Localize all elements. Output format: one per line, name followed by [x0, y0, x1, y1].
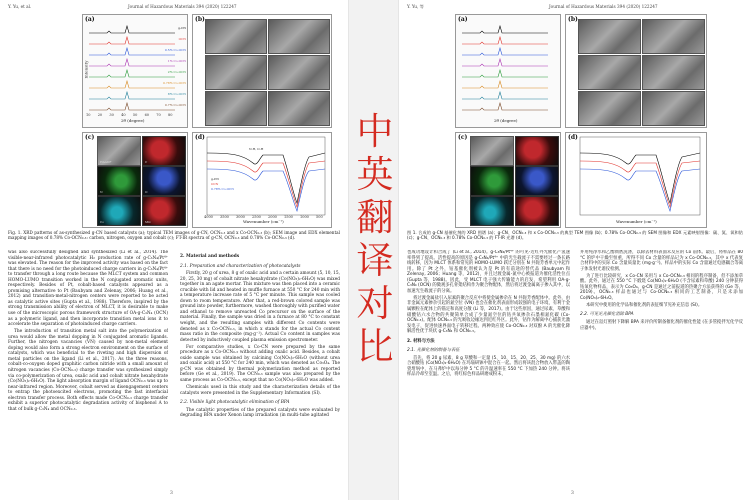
title-char: 英 — [356, 153, 394, 196]
xrd-trace — [462, 102, 548, 112]
right-column — [180, 250, 340, 482]
axis-tick-label: 30 — [109, 113, 114, 117]
paragraph: For comparative studies, x Co-CN were prepared by the same procedure as x Co-OCN₀.₃ without adding oxalic acid. Besides, a cobalt oxide sample was obtained by calcining Co(NO₃)₂·6H₂O (without urea and oxalic acid) at 550 °C for 240 min, which was denoted as Co₃O₄. The g-CN was obtained by thermal polymerization method as reported before (Ge et al., 2019). The OCN₀.₃ sample was also prepared by the same process as Co-OCN₀.₃, except that no Co(NO₃)₂·6H₂O was added. — [180, 344, 340, 383]
axis-tick-label: 80 — [168, 113, 173, 117]
section-heading: 2. 材料与方法 — [407, 338, 435, 344]
xrd-trace-label: g-CN — [178, 26, 186, 30]
axis-tick-label: 2500 — [252, 215, 261, 219]
running-header-author: Y. Yu, 等 — [407, 4, 424, 9]
english-page — [0, 0, 349, 500]
running-header-journal: Journal of Hazardous Materials 394 (2020) 122247 — [549, 4, 658, 9]
paragraph: 也成功地设计和合成了 (Li et al., 2014)。g-C₃N₄/Pt⁴⁺ 的可见-近红外光催化产氢速率得到了提高。活性提高的原因是 g-C₃N₄/Pt⁴⁺ 中的光生载流子不需要经过一条长路线转移，因为 MLCT 体系和常见的 HOMO-LUMO 跃迁分别在 N 共轭芳香单元中起作用。除了 Pt 之外，钴基催化剂被认为是 Pt 的有前途的替代品 (Baubyam 和 Zelenay, 2006；Huang 等，2012)，并且过渡金属-氮中心被报道为催化活性位点 (Gupta 等，1988)。因此，受 MLCT 电子强大传输能力的启发，希望利用 OA-g-C₃N₄ (OCN) 的微观多孔骨架结构作为聚合物配体，然后将过渡金属离子掺入其中，以加速光生载流子的分离。 — [407, 250, 570, 294]
ftir-legend-2: OCN — [211, 182, 219, 186]
xrd-panel — [82, 14, 188, 128]
xrd-trace — [462, 91, 548, 101]
axis-tick-label: 2000 — [268, 215, 277, 219]
axis-tick-label: 40 — [121, 113, 126, 117]
tem-panel — [192, 14, 332, 128]
tem-image-4 — [642, 55, 705, 90]
axis-tick-label: 1000 — [300, 215, 309, 219]
axis-tick-label: 500 — [316, 215, 323, 219]
axis-tick-label: 1500 — [284, 215, 293, 219]
edx-tile-cobalt: Co — [97, 196, 141, 226]
subsection-heading: 2.2. Visible light photocatalytic elimination of BPA — [180, 400, 290, 406]
page-number: 3 — [170, 491, 173, 496]
paragraph: 为了进行比较研究，x Co-CN 采用与 x Co-OCN₀.₃ 相同的程序制备，但不添加草酸。此外，通过在 550 °C 下煅烧 Co(NO₃)₂·6H₂O (不含尿素和草酸) 240 分钟获得钴氧化物样品，表示为 Co₃O₄。g-CN 是通过之前报道的热聚合方法获得的 (Ge 等，2019)。OCN₀.₃ 样品也通过与 Co-OCN₀.₃ 相同的工艺制备，只是未添加 Co(NO₃)₂·6H₂O。 — [580, 273, 743, 301]
xrd-trace-label: 1% Co-OCN — [167, 59, 186, 63]
xrd-trace — [89, 25, 175, 35]
tem-image-5 — [578, 91, 641, 126]
running-header-journal: Journal of Hazardous Materials 394 (2020) 122247 — [128, 4, 237, 9]
running-header-author: Y. Yu, et al. — [8, 4, 32, 9]
tem-image-1 — [578, 19, 641, 54]
edx-tile-haadf: HAADF — [97, 136, 141, 166]
tem-image-5 — [205, 91, 267, 126]
axis-tick-label: 20 — [97, 113, 103, 117]
xrd-trace — [462, 69, 548, 79]
paragraph: 并用纯净水和乙醇彻底洗涤，以除去材料表面未反应的 Co 前体。最后，将样品在 80 °C 的炉中干燥至恒重，所得不同 Co 含量的样品记为 x Co-OCN₀.₃，其中 x 代表复合材料中的实际 Co 含量质量比 (mg·g⁻¹)。样品中的实际 Co 含量通过电感耦合等离子体发射光谱仪检测。 — [580, 250, 743, 272]
subsection-heading: 2.1. Preparation and characterization of photocatalysts — [180, 263, 301, 269]
panel-label-c: (c) — [458, 134, 468, 141]
paragraph: 将过渡金属盐引入尿素的聚合反应中将使金属掺杂在 N 共轭芳香配体中。此外，由非金属元素掺杂引起的氮空位 (VN) 也会在催化剂表面形成较强的电子环境，有利于金属颗粒在配体上的锚定和高度分散 (Li 等，2017)。由于这些原因，通过尿素、草酸和硝酸钴六水合物的共聚简单合成了少量氮空位的钴共氧掺杂石墨相氮化碳 (Co-OCN₀.₃)。配体 OCN₀.₃ 的光吸收边缘达到近红外区。此外，钴作为解离中心捕获光激发电子，促进快速界面电子转移过程。两种效应使 Co-OCN₀.₃ 对双酚 A 的光催化降解活性优于块状 g-C₃N₄ 和 OCN₀.₃。 — [407, 295, 570, 335]
ftir-xlabel: Wavenumber (cm⁻¹) — [616, 219, 657, 224]
figure-caption: 图 1. 合成的 g-CN 基催化剂的 XRD 图谱 (a)；g-CN、OCN₀.₃ 和 x Co-OCN₀.₃ 的典型 TEM 图像 (b)；0.78% Co-OCN₀.₃ 的 SEM 图像和 EDX 元素映射图像：碳、氮、氧和钴 (c)；g-CN、OCN₀.₃ 和 0.78% Co-OCN₀.₃ 的 FT-IR 光谱 (d)。 — [407, 230, 743, 241]
edx-tile-nitrogen — [470, 166, 514, 196]
section-heading: 2. Material and methods — [180, 254, 240, 259]
edx-tile-carbon — [515, 136, 559, 166]
xrd-trace — [462, 47, 548, 57]
tem-image-6 — [268, 91, 330, 126]
panel-label-d: (d) — [195, 134, 205, 141]
left-column — [407, 250, 570, 482]
paragraph: 首先，将 20 g 尿素、8 g 草酸和一定量 (5、10、15、20、25、30 mg) 的六水合硝酸钴 (Co(NO₃)₂·6H₂O) 在玛瑙研钵中混合在一起。然后将该混合物放入带盖的陶瓷坩埚中，在马弗炉中以每分钟 5 °C 的升温速率在 550 °C 下加热 240 分钟。将该样品冷却至室温。之后，将红棕色样品研磨成粉末， — [407, 355, 570, 378]
paragraph: Firstly, 20 g of urea, 8 g of oxalic acid and a certain amount (5, 10, 15, 20, 25, 30 mg) of cobalt nitrate hexahydrate (Co(NO₃)₂·6H₂O) was mixed together in an agate mortar. This mixture was then placed into a ceramic crucible with lid and heated in muffle furnace at 550 °C for 240 min with a temperature increase rate of 5 °C per minute. This sample was cooled down to room temperature. After that, a red-brown colored sample was ground into powder, furthermore, washed thoroughly with purified water and ethanol to remove unreacted Co precursor on the surface of the material. Finally, the sample was dried in a furnace at 80 °C to constant weight, and the resulting samples with different Co contents were denoted as x Co-OCN₀.₃, in which x stands for the actual Co content mass ratio in the composite (mg·g⁻¹). Actual Co content in samples was detected by inductively coupled plasma emission spectrometer. — [180, 271, 340, 343]
axis-tick-label: 4000 — [204, 215, 213, 219]
tem-image-2 — [642, 19, 705, 54]
tem-image-4 — [268, 55, 330, 90]
subsection-heading: 2.1. 光催化剂的制备与表征 — [407, 348, 460, 354]
xrd-xlabel: 2θ (degree) — [494, 118, 518, 123]
paragraph: Chemicals used in this study and the characterization details of the catalysts were presented in the Supplementary Information (SI). — [180, 385, 340, 396]
panel-label-d: (d) — [568, 134, 578, 141]
tem-image-2 — [268, 19, 330, 54]
edx-tile-mix — [515, 196, 559, 226]
xrd-trace — [462, 25, 548, 35]
ftir-xlabel: Wavenumber (cm⁻¹) — [243, 219, 284, 224]
axis-tick-label: 3000 — [236, 215, 245, 219]
axis-tick-label: 70 — [156, 113, 161, 117]
paragraph: 通过在氙灯照射下降解 BPA 来评价所制备催化剂的催化性能 (在多管搅拌光化学反应器中)。 — [580, 320, 743, 331]
axis-tick-label: 3500 — [220, 215, 229, 219]
panel-label-a: (a) — [85, 16, 95, 23]
xrd-panel — [455, 14, 561, 128]
tem-image-1 — [205, 19, 267, 54]
ftir-legend-3: 0.78% Co-OCN — [211, 187, 234, 191]
edx-tile-nitrogen: N — [97, 166, 141, 196]
title-char: 译 — [356, 239, 394, 282]
subsection-heading: 2.2. 可见光光催化消除 BPA — [580, 312, 634, 318]
tem-image-6 — [642, 91, 705, 126]
tem-panel — [565, 14, 707, 128]
xrd-trace — [89, 102, 175, 112]
xrd-trace — [89, 91, 175, 101]
ftir-plot — [566, 133, 706, 227]
chinese-page — [398, 0, 750, 500]
xrd-trace-label: 8% Co-OCN — [167, 92, 186, 96]
xrd-trace — [462, 36, 548, 46]
paragraph: 本研究中使用的化学品和催化剂的表征细节见补充信息 (SI)。 — [586, 302, 703, 308]
xrd-trace — [89, 69, 175, 79]
paragraph: The introduction of transition metal salt into the polymerization of urea would allow the metal dopping in N conjugated aromatic ligands. Further, the nitrogen vacancies (VN) caused by non-metal element doping would also form a strong electron environment on the surface of catalysts, which was beneficial to the riveting and high dispersion of metal particles on the ligand (Li et al., 2017). As the three reasons, cobalt-co-oxygen doped graphitic carbon nitride with a small amount of nitrogen vacancies (Co-OCN₀.₃) charge transfer was synthesized simply via co-polymerization of urea, oxalic acid and cobalt nitrate hexahydrate (Co(NO₃)₂·6H₂O). The light absorption margin of ligand OCN₀.₃ was up to near-infrared region. Moreover, cobalt served as disengagement centers to entrap the photoexcited electrons, promoting the fast interfacial electron transfer process. Both effects made Co-OCN₀.₃ charge transfer exhibit a superior photocatalytic degradation activity of bisphenol A to that of bulk g-C₃N₄ and OCN₀.₃. — [8, 329, 168, 412]
xrd-trace-label: 0.7% Co-OCN — [164, 103, 186, 107]
ftir-panel — [192, 132, 332, 228]
left-column — [8, 250, 168, 482]
edx-tile-oxygen: O — [142, 166, 186, 196]
ftir-legend-1: g-CN — [211, 177, 219, 181]
edx-tile-mix: Mix — [142, 196, 186, 226]
page-number: 3 — [571, 491, 574, 496]
edx-tile-cobalt — [470, 196, 514, 226]
xrd-trace-label: 2% Co-OCN — [167, 70, 186, 74]
axis-tick-label: 10 — [86, 113, 91, 117]
edx-tile-oxygen — [515, 166, 559, 196]
title-char: 中 — [356, 110, 394, 153]
xrd-trace — [89, 47, 175, 57]
paragraph: The catalytic properties of the prepared catalysts were evaluated by degrading BPA under Xenon lamp irradiation (in multi-tube agitated — [180, 407, 340, 419]
xrd-trace-label: OCN — [178, 37, 186, 41]
figure-caption: Fig. 1. XRD patterns of as-synthesized g-CN based catalysts (a); typical TEM images of g-CN, OCN₀.₃ and x Co-OCN₀.₃ (b); SEM image and EDX elemental mapping images of 0.78% Co-OCN₀.₃: carbon, nitrogen, oxygen and cobalt (c); FT-IR spectra of g-CN, OCN₀.₃ and 0.78% Co-OCN₀.₃ (d). — [8, 230, 340, 241]
panel-label-b: (b) — [568, 16, 578, 23]
xrd-trace — [462, 80, 548, 90]
ftir-annotation: N-H, O-H — [249, 147, 264, 151]
title-char: 比 — [356, 325, 394, 368]
xrd-trace-label: 0.78% Co-OCN — [163, 81, 186, 85]
right-column — [580, 250, 743, 482]
xrd-trace — [462, 58, 548, 68]
edx-tile-carbon: C — [142, 136, 186, 166]
panel-label-c: (c) — [85, 134, 95, 141]
tem-image-3 — [205, 55, 267, 90]
xrd-ylabel: Intensity — [83, 60, 89, 79]
edx-panel — [455, 132, 561, 228]
axis-tick-label: 50 — [132, 113, 138, 117]
xrd-trace — [89, 36, 175, 46]
panel-label-b: (b) — [195, 16, 205, 23]
edx-panel — [82, 132, 188, 228]
xrd-trace-label: 0.5% Co-OCN — [164, 48, 186, 52]
tem-image-3 — [578, 55, 641, 90]
xrd-xlabel: 2θ (degree) — [121, 118, 145, 123]
ftir-panel — [565, 132, 707, 228]
comparison-title — [353, 110, 397, 368]
xrd-trace — [89, 58, 175, 68]
axis-tick-label: 60 — [144, 113, 150, 117]
paragraph: was also successfully designed and synthesized (Li et al., 2014). The visible-near-infrared photocatalytic H₂ production rate of g-C₃N₄/Pt⁴⁺ was elevated. The reason for the improved activity was based on the fact that there is no need for the photoinduced charge carriers in g-C₃N₄/Pt⁴⁺ to transfer through a long route because the MLCT system and common HOMO-LUMO transition worked in the N conjugated aromatic units, respectively. Besides of Pt, cobalt-based catalysts appeared as a promising alternative to Pt (Baubyam and Zelenay, 2006; Huang et al., 2012) and transition-metal-nitrogen centers were reported to be acted as catalytic active sites (Gupta et al., 1988). Therefore, inspired by the strong transmission ability of electron of MLCT, it is desirable to make use of the microscopic porous framework structure of OA-g-C₃N₄ (OCN) as a polymeric ligand, and then incorporate transition metal ions it to accelerate the separation of photoinduced charge carriers. — [8, 250, 168, 328]
title-char: 对 — [356, 282, 394, 325]
panel-label-a: (a) — [458, 16, 468, 23]
edx-tile-haadf — [470, 136, 514, 166]
title-char: 翻 — [356, 196, 394, 239]
